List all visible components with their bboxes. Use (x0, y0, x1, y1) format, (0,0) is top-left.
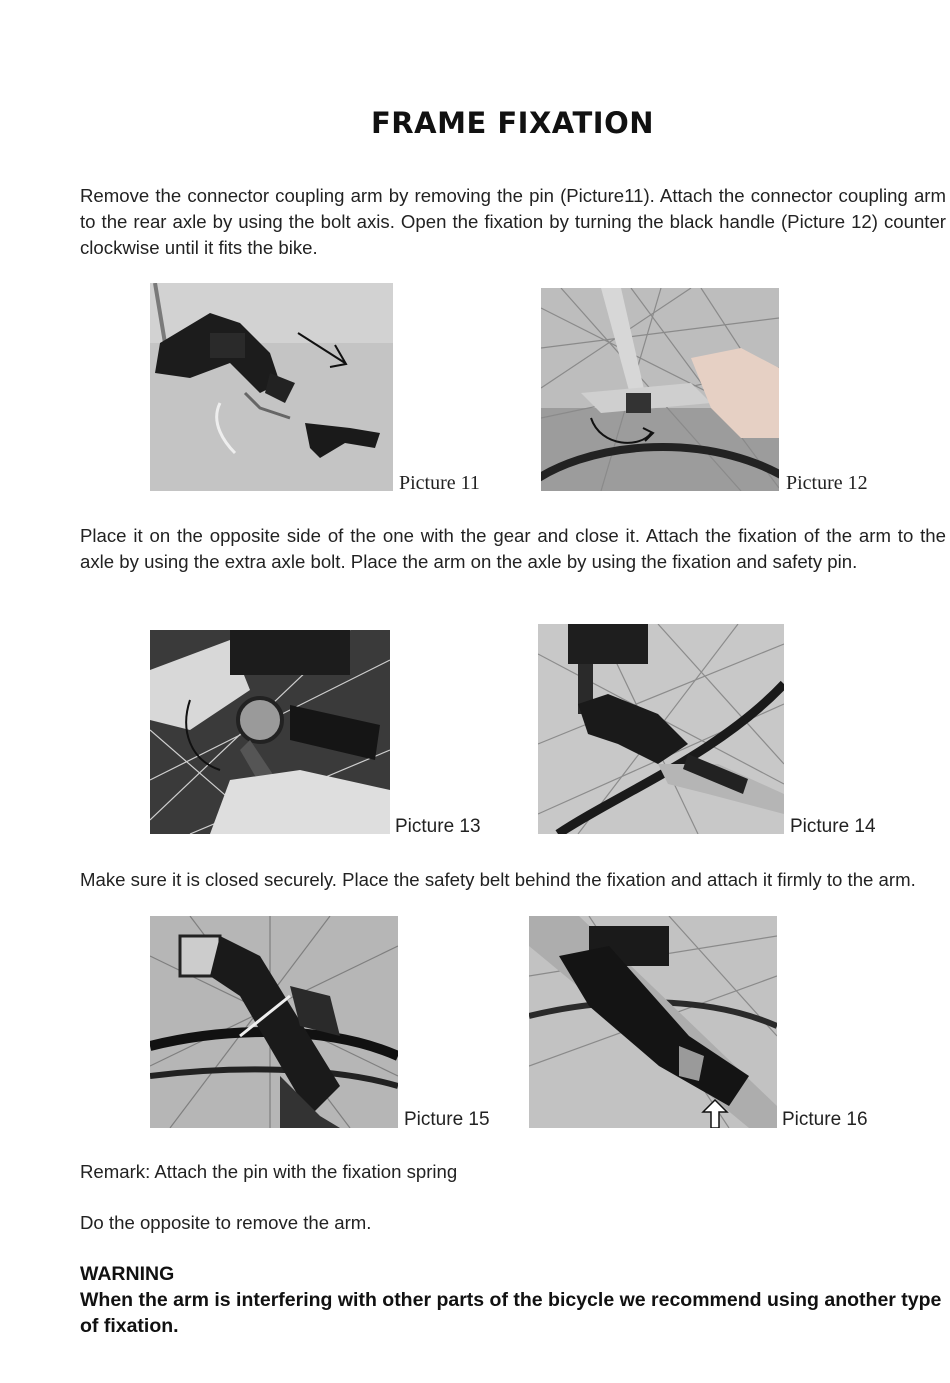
remove-instruction: Do the opposite to remove the arm. (80, 1212, 372, 1233)
instruction-paragraph-2: Place it on the opposite side of the one with the gear and close it. Attach the fixation of the arm to the axle by using the extra axle bolt. Place the arm on the axle by using the fixation and safety pin. (80, 525, 946, 572)
warning-heading: WARNING (80, 1263, 175, 1285)
instruction-paragraph-3: Make sure it is closed securely. Place the safety belt behind the fixation and attach it firmly to the arm. (80, 869, 916, 890)
photo-picture-13 (150, 630, 390, 834)
photo-picture-11 (150, 283, 393, 491)
photo-picture-12 (541, 288, 779, 491)
instruction-paragraph-1: Remove the connector coupling arm by removing the pin (Picture11). Attach the connector coupling arm to the rear axle by using the bolt axis. Open the fixation by turning the black handle (Picture 12) counter clockwise until it fits the bike. (80, 185, 946, 258)
caption-picture-14: Picture 14 (790, 816, 876, 837)
page-title: FRAME FIXATION (371, 106, 654, 140)
photo-picture-14 (538, 624, 784, 834)
caption-picture-11: Picture 11 (399, 472, 480, 494)
caption-picture-16: Picture 16 (782, 1109, 868, 1130)
caption-picture-15: Picture 15 (404, 1109, 490, 1130)
photo-picture-16 (529, 916, 777, 1128)
caption-picture-12: Picture 12 (786, 472, 868, 494)
warning-text: When the arm is interfering with other parts of the bicycle we recommend using another type of fixation. (80, 1289, 942, 1337)
photo-picture-15 (150, 916, 398, 1128)
caption-picture-13: Picture 13 (395, 816, 481, 837)
remark-text: Remark: Attach the pin with the fixation spring (80, 1161, 458, 1182)
